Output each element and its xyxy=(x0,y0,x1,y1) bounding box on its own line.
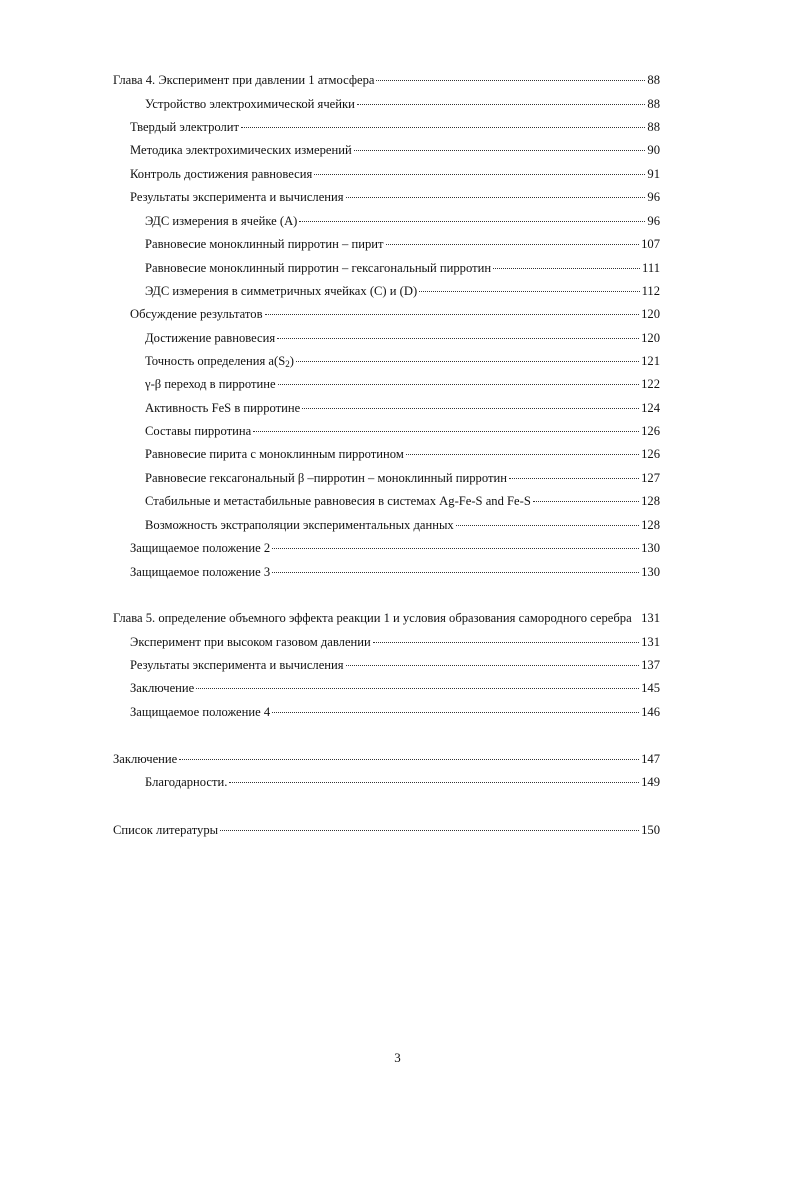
toc-entry-title: Список литературы xyxy=(113,823,219,837)
toc-entry[interactable] xyxy=(130,140,660,160)
dot-leader xyxy=(278,384,640,385)
toc-entry-page: 126 xyxy=(641,424,660,438)
toc-entry-title: Равновесие гексагональный β –пирротин – моноклинный пирротин xyxy=(145,471,507,485)
dot-leader xyxy=(272,712,639,713)
toc-entry-title: Заключение xyxy=(113,752,178,766)
toc-entry-title: Равновесие моноклинный пирротин – гексагональный пирротин xyxy=(145,261,492,275)
toc-entry[interactable] xyxy=(130,187,660,207)
toc-entry-page: 96 xyxy=(647,214,660,228)
toc-entry-title: Заключение xyxy=(130,681,195,695)
toc-entry-title: Защищаемое положение 4 xyxy=(130,705,271,719)
toc-entry[interactable] xyxy=(145,258,660,278)
toc-entry[interactable] xyxy=(145,328,660,348)
dot-leader xyxy=(373,642,639,643)
toc-entry[interactable] xyxy=(145,468,660,488)
toc-entry-page: 107 xyxy=(641,237,660,251)
toc-entry-chapter-4[interactable] xyxy=(113,70,660,90)
toc-entry-title: Равновесие моноклинный пирротин – пирит xyxy=(145,237,384,251)
toc-entry[interactable] xyxy=(145,94,660,114)
toc-entry-page: 130 xyxy=(641,541,660,555)
toc-entry-title: Устройство электрохимической ячейки xyxy=(145,97,355,111)
toc-entry-page: 130 xyxy=(641,565,660,579)
toc-entry-page: 137 xyxy=(641,658,660,672)
dot-leader xyxy=(179,759,639,760)
toc-entry-title: γ-β переход в пирротине xyxy=(145,377,276,391)
toc-entry-page: 127 xyxy=(641,471,660,485)
toc-entry-title: ЭДС измерения в ячейке (A) xyxy=(145,214,298,228)
toc-entry-title: Методика электрохимических измерений xyxy=(130,143,352,157)
toc-entry-title: Достижение равновесия xyxy=(145,331,276,345)
dot-leader xyxy=(296,361,639,362)
toc-entry[interactable] xyxy=(145,421,660,441)
dot-leader xyxy=(456,525,639,526)
toc-entry-title: Твердый электролит xyxy=(130,120,240,134)
subscript: 2 xyxy=(285,359,290,369)
toc-entry-title: Составы пирротина xyxy=(145,424,252,438)
dot-leader xyxy=(314,174,645,175)
toc-entry-page: 111 xyxy=(642,261,660,275)
toc-entry-title: Контроль достижения равновесия xyxy=(130,167,313,181)
dot-leader xyxy=(419,291,639,292)
toc-entry-references[interactable] xyxy=(113,820,660,840)
toc-entry[interactable] xyxy=(130,117,660,137)
page-number: 3 xyxy=(394,1050,401,1065)
toc-entry-page: 91 xyxy=(647,167,660,181)
toc-entry-page: 112 xyxy=(641,284,660,298)
toc-entry-page: 147 xyxy=(641,752,660,766)
toc-entry[interactable] xyxy=(145,281,660,301)
toc-entry[interactable] xyxy=(145,211,660,231)
toc-entry[interactable] xyxy=(145,444,660,464)
dot-leader xyxy=(376,80,645,81)
toc-entry-page: 150 xyxy=(641,823,660,837)
toc-entry-title: Активность FeS в пирротине xyxy=(145,401,301,415)
toc-entry-page: 88 xyxy=(647,120,660,134)
toc-entry-page: 146 xyxy=(641,705,660,719)
toc-entry-title xyxy=(145,351,294,371)
toc-entry-title: Результаты эксперимента и вычисления xyxy=(130,190,344,204)
toc-entry-title: ЭДС измерения в симметричных ячейках (C) и (D) xyxy=(145,284,418,298)
toc-entry-acknowledgements[interactable] xyxy=(145,772,660,792)
dot-leader xyxy=(533,501,639,502)
toc-entry-page: 121 xyxy=(641,354,660,368)
dot-leader xyxy=(299,221,645,222)
toc-entry-page: 88 xyxy=(647,73,660,87)
toc-entry-conclusion[interactable] xyxy=(113,749,660,769)
dot-leader xyxy=(265,314,640,315)
toc-entry-page: 120 xyxy=(641,307,660,321)
dot-leader xyxy=(346,665,640,666)
toc-entry-page: 122 xyxy=(641,377,660,391)
toc-entry[interactable] xyxy=(130,562,660,582)
toc-entry[interactable] xyxy=(130,678,660,698)
toc-entry-title: Глава 4. Эксперимент при давлении 1 атмосфера xyxy=(113,73,375,87)
toc-entry[interactable] xyxy=(130,538,660,558)
toc-entry[interactable] xyxy=(145,491,660,511)
toc-entry[interactable] xyxy=(130,304,660,324)
dot-leader xyxy=(241,127,645,128)
dot-leader xyxy=(354,150,646,151)
toc-entry-chapter-5[interactable] xyxy=(113,608,660,628)
toc-entry-page: 145 xyxy=(641,681,660,695)
toc-entry-page: 88 xyxy=(647,97,660,111)
toc-entry-page: 149 xyxy=(641,775,660,789)
toc-entry-title: Защищаемое положение 2 xyxy=(130,541,271,555)
toc-entry-title: Возможность экстраполяции экспериментальных данных xyxy=(145,518,454,532)
dot-leader xyxy=(196,688,639,689)
toc-entry-page: 128 xyxy=(641,494,660,508)
title-text: Точность определения a(S xyxy=(145,354,286,368)
toc-entry-title: Обсуждение результатов xyxy=(130,307,263,321)
dot-leader xyxy=(277,338,639,339)
toc-entry[interactable] xyxy=(130,655,660,675)
toc-entry[interactable] xyxy=(145,398,660,418)
dot-leader xyxy=(509,478,639,479)
dot-leader xyxy=(357,104,646,105)
dot-leader xyxy=(229,782,639,783)
toc-entry[interactable] xyxy=(145,515,660,535)
toc-entry[interactable] xyxy=(145,351,660,371)
toc-entry-title: Стабильные и метастабильные равновесия в системах Ag-Fe-S and Fe-S xyxy=(145,494,531,508)
dot-leader xyxy=(253,431,639,432)
title-text-end: ) xyxy=(289,354,294,368)
dot-leader xyxy=(406,454,639,455)
toc-entry-page: 90 xyxy=(647,143,660,157)
toc-entry-title: Результаты эксперимента и вычисления xyxy=(130,658,344,672)
toc-entry-title: Эксперимент при высоком газовом давлении xyxy=(130,635,371,649)
toc-entry-title: Защищаемое положение 3 xyxy=(130,565,271,579)
toc-entry[interactable] xyxy=(130,702,660,722)
toc-entry-page: 131 xyxy=(641,611,660,625)
dot-leader xyxy=(272,572,639,573)
toc-entry-title: Равновесие пирита с моноклинным пирротином xyxy=(145,447,404,461)
toc-entry[interactable] xyxy=(145,234,660,254)
dot-leader xyxy=(346,197,646,198)
dot-leader xyxy=(220,830,639,831)
toc-entry[interactable] xyxy=(130,632,660,652)
dot-leader xyxy=(302,408,639,409)
toc-entry[interactable] xyxy=(130,164,660,184)
dot-leader xyxy=(493,268,640,269)
dot-leader xyxy=(386,244,640,245)
toc-entry-page: 126 xyxy=(641,447,660,461)
toc-entry-page: 96 xyxy=(647,190,660,204)
toc-entry-page: 120 xyxy=(641,331,660,345)
toc-entry-page: 131 xyxy=(641,635,660,649)
toc-entry[interactable] xyxy=(145,374,660,394)
toc-entry-page: 128 xyxy=(641,518,660,532)
toc-entry-title: Благодарности. xyxy=(145,775,228,789)
dot-leader xyxy=(272,548,639,549)
toc-entry-title: Глава 5. определение объемного эффекта реакции 1 и условия образования самородного серебра xyxy=(113,611,632,625)
toc-entry-page: 124 xyxy=(641,401,660,415)
